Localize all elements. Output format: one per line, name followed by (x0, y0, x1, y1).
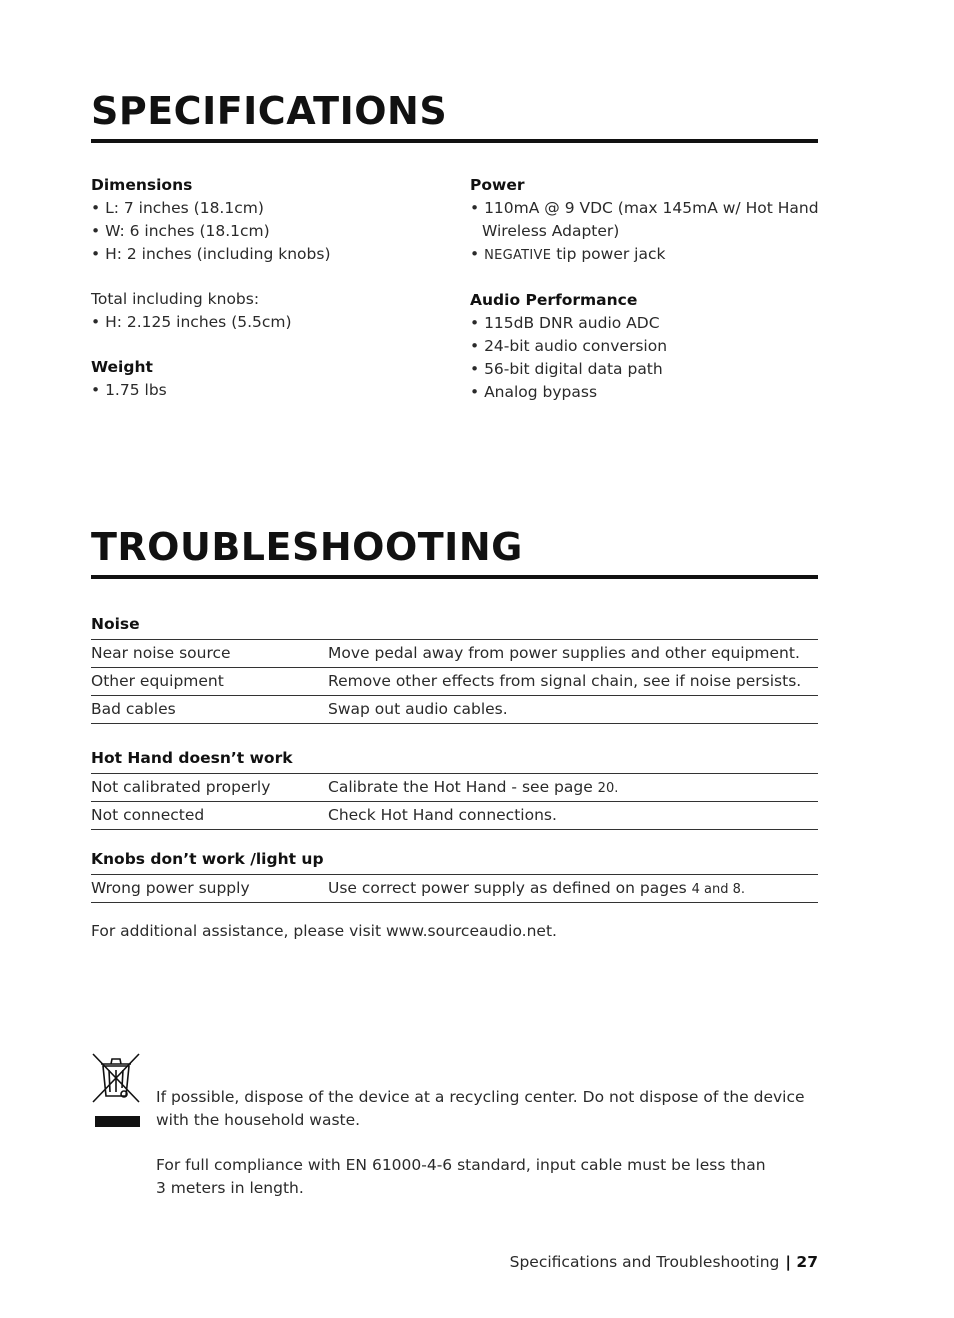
dimension-height: • H: 2 inches (including knobs) (91, 245, 331, 263)
knobs-heading: Knobs don’t work /light up (91, 850, 324, 868)
hot-hand-section (91, 747, 818, 830)
solution-cell (328, 774, 618, 802)
problem-cell: Near noise source (91, 644, 231, 662)
hot-hand-heading: Hot Hand doesn’t work (91, 749, 293, 767)
audio-bypass: • Analog bypass (470, 383, 598, 401)
noise-heading: Noise (91, 615, 140, 633)
specifications-rule (91, 139, 818, 143)
table-row (91, 801, 818, 830)
problem-cell: Not connected (91, 806, 205, 824)
weee-crossed-bin-icon (91, 1052, 141, 1128)
table-row (91, 639, 818, 667)
weight-heading: Weight (91, 358, 153, 376)
disposal-line-2: with the household waste. (156, 1111, 361, 1129)
solution-text: Calibrate the Hot Hand - see page (328, 778, 598, 796)
noise-section (91, 613, 818, 724)
knobs-section (91, 848, 818, 903)
total-height: • H: 2.125 inches (5.5cm) (91, 313, 292, 331)
power-current-cont: Wireless Adapter) (482, 222, 620, 240)
audio-adc: • 115dB DNR audio ADC (470, 314, 660, 332)
negative-label: NEGATIVE (484, 248, 552, 263)
disposal-paragraph (156, 1086, 836, 1200)
table-row (91, 667, 818, 695)
table-row (91, 874, 818, 903)
audio-heading: Audio Performance (470, 291, 638, 309)
problem-cell: Bad cables (91, 700, 176, 718)
weight-value: • 1.75 lbs (91, 381, 167, 399)
solution-cell: Move pedal away from power supplies and other equipment. (328, 644, 800, 662)
disposal-line-1: If possible, dispose of the device at a recycling center. Do not dispose of the device (156, 1088, 805, 1106)
dimension-length: • L: 7 inches (18.1cm) (91, 199, 264, 217)
table-row (91, 773, 818, 801)
total-label: Total including knobs: (91, 290, 260, 308)
footer-section-name: Specifications and Troubleshooting (509, 1253, 780, 1271)
compliance-line-2: 3 meters in length. (156, 1179, 304, 1197)
troubleshooting-title: TROUBLESHOOTING (91, 525, 523, 569)
audio-data-path: • 56-bit digital data path (470, 360, 663, 378)
specs-left-column (91, 174, 451, 402)
power-jack (470, 243, 830, 267)
problem-cell: Not calibrated properly (91, 778, 271, 796)
solution-cell (328, 875, 745, 903)
solution-cell: Swap out audio cables. (328, 700, 508, 718)
page-ref: 20. (597, 781, 619, 796)
power-current: • 110mA @ 9 VDC (max 145mA w/ Hot Hand (470, 199, 819, 217)
audio-conversion: • 24-bit audio conversion (470, 337, 668, 355)
assistance-text: For additional assistance, please visit www.sourceaudio.net. (91, 922, 557, 940)
bullet: • (470, 245, 485, 263)
compliance-line-1: For full compliance with EN 61000-4-6 standard, input cable must be less than (156, 1156, 766, 1174)
problem-cell: Other equipment (91, 672, 224, 690)
specs-right-column (470, 174, 830, 404)
power-jack-rest: tip power jack (551, 245, 666, 263)
page-footer (510, 1253, 818, 1271)
page-number: | 27 (785, 1253, 818, 1271)
solution-cell: Remove other effects from signal chain, see if noise persists. (328, 672, 802, 690)
table-row (91, 695, 818, 724)
page-ref: 4 and 8. (691, 882, 746, 897)
dimensions-heading: Dimensions (91, 176, 193, 194)
dimension-width: • W: 6 inches (18.1cm) (91, 222, 270, 240)
power-heading: Power (470, 176, 525, 194)
problem-cell: Wrong power supply (91, 879, 250, 897)
solution-text: Use correct power supply as defined on pages (328, 879, 692, 897)
solution-cell: Check Hot Hand connections. (328, 806, 557, 824)
troubleshooting-rule (91, 575, 818, 579)
specifications-title: SPECIFICATIONS (91, 89, 448, 133)
